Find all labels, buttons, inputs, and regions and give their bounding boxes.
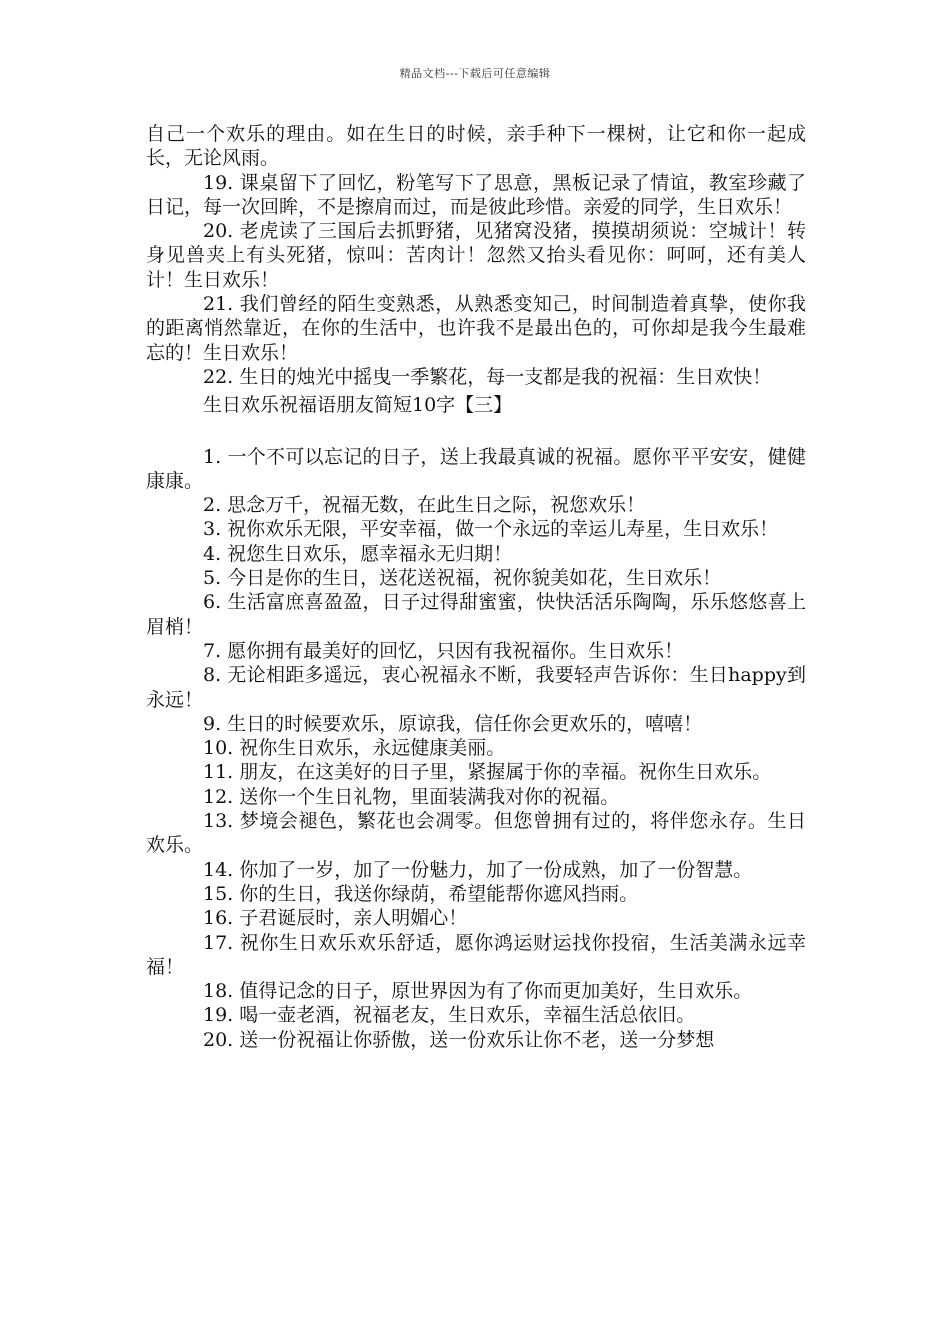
- list-item: 9. 生日的时候要欢乐，原谅我，信任你会更欢乐的，嘻嘻！: [203, 712, 703, 735]
- list-item: 18. 值得记念的日子，原世界因为有了你而更加美好，生日欢乐。: [203, 980, 753, 1003]
- list-item: 7. 愿你拥有最美好的回忆，只因有我祝福你。生日欢乐！: [203, 639, 684, 662]
- list-item: 19. 课桌留下了回忆，粉笔写下了思意，黑板记录了情谊，教室珍藏了日记，每一次回眸，不是擦肩而过，而是彼此珍惜。亲爱的同学，生日欢乐！: [146, 171, 806, 218]
- list-item: 3. 祝你欢乐无限，平安幸福，做一个永远的幸运儿寿星，生日欢乐！: [203, 518, 779, 541]
- document-body: [146, 122, 806, 1052]
- list-item: 5. 今日是你的生日，送花送祝福，祝你貌美如花，生日欢乐！: [203, 567, 722, 590]
- list-item: 21. 我们曾经的陌生变熟悉，从熟悉变知己，时间制造着真挚，使你我的距离悄然靠近，在你的生活中，也许我不是最出色的，可你却是我今生最难忘的！生日欢乐！: [146, 293, 806, 364]
- list-item: 20. 老虎读了三国后去抓野猪，见猪窝没猪，摸摸胡须说：空城计！转身见兽夹上有头死猪，惊叫：苦肉计！忽然又抬头看见你：呵呵，还有美人计！生日欢乐！: [146, 220, 806, 291]
- list-item: 17. 祝你生日欢乐欢乐舒适，愿你鸿运财运找你投宿，生活美满永远幸福！: [146, 931, 806, 978]
- section-heading: 生日欢乐祝福语朋友简短10字【三】: [203, 394, 513, 417]
- list-item: 2. 思念万千，祝福无数，在此生日之际，祝您欢乐！: [203, 494, 646, 517]
- list-item: 19. 喝一壶老酒，祝福老友，生日欢乐，幸福生活总依旧。: [203, 1004, 696, 1027]
- list-item: 10. 祝你生日欢乐，永远健康美丽。: [203, 737, 506, 760]
- list-item: 12. 送你一个生日礼物，里面装满我对你的祝福。: [203, 785, 620, 808]
- list-item: 20. 送一份祝福让你骄傲，送一份欢乐让你不老，送一分梦想: [203, 1028, 715, 1051]
- blank-line: [146, 418, 806, 445]
- page-header: 精品文档---下载后可任意编辑: [399, 67, 551, 80]
- continued-paragraph: 自己一个欢乐的理由。如在生日的时候，亲手种下一棵树，让它和你一起成长，无论风雨。: [146, 123, 806, 170]
- list-item: 11. 朋友，在这美好的日子里，紧握属于你的幸福。祝你生日欢乐。: [203, 761, 772, 784]
- list-item: 8. 无论相距多遥远，衷心祝福永不断，我要轻声告诉你：生日happy到永远！: [146, 664, 806, 711]
- list-item: 14. 你加了一岁，加了一份魅力，加了一份成熟，加了一份智慧。: [203, 858, 753, 881]
- list-item: 22. 生日的烛光中摇曳一季繁花，每一支都是我的祝福：生日欢快！: [203, 365, 772, 388]
- list-item: 16. 子君诞辰时，亲人明媚心！: [203, 907, 468, 930]
- list-item: 4. 祝您生日欢乐，愿幸福永无归期！: [203, 542, 513, 565]
- list-item: 13. 梦境会褪色，繁花也会凋零。但您曾拥有过的，将伴您永存。生日欢乐。: [146, 810, 806, 857]
- list-item: 6. 生活富庶喜盈盈，日子过得甜蜜蜜，快快活活乐陶陶，乐乐悠悠喜上眉梢！: [146, 591, 806, 638]
- list-item: 15. 你的生日，我送你绿荫，希望能帮你遮风挡雨。: [203, 882, 639, 905]
- list-item: 1. 一个不可以忘记的日子，送上我最真诚的祝福。愿你平平安安，健健康康。: [146, 445, 806, 492]
